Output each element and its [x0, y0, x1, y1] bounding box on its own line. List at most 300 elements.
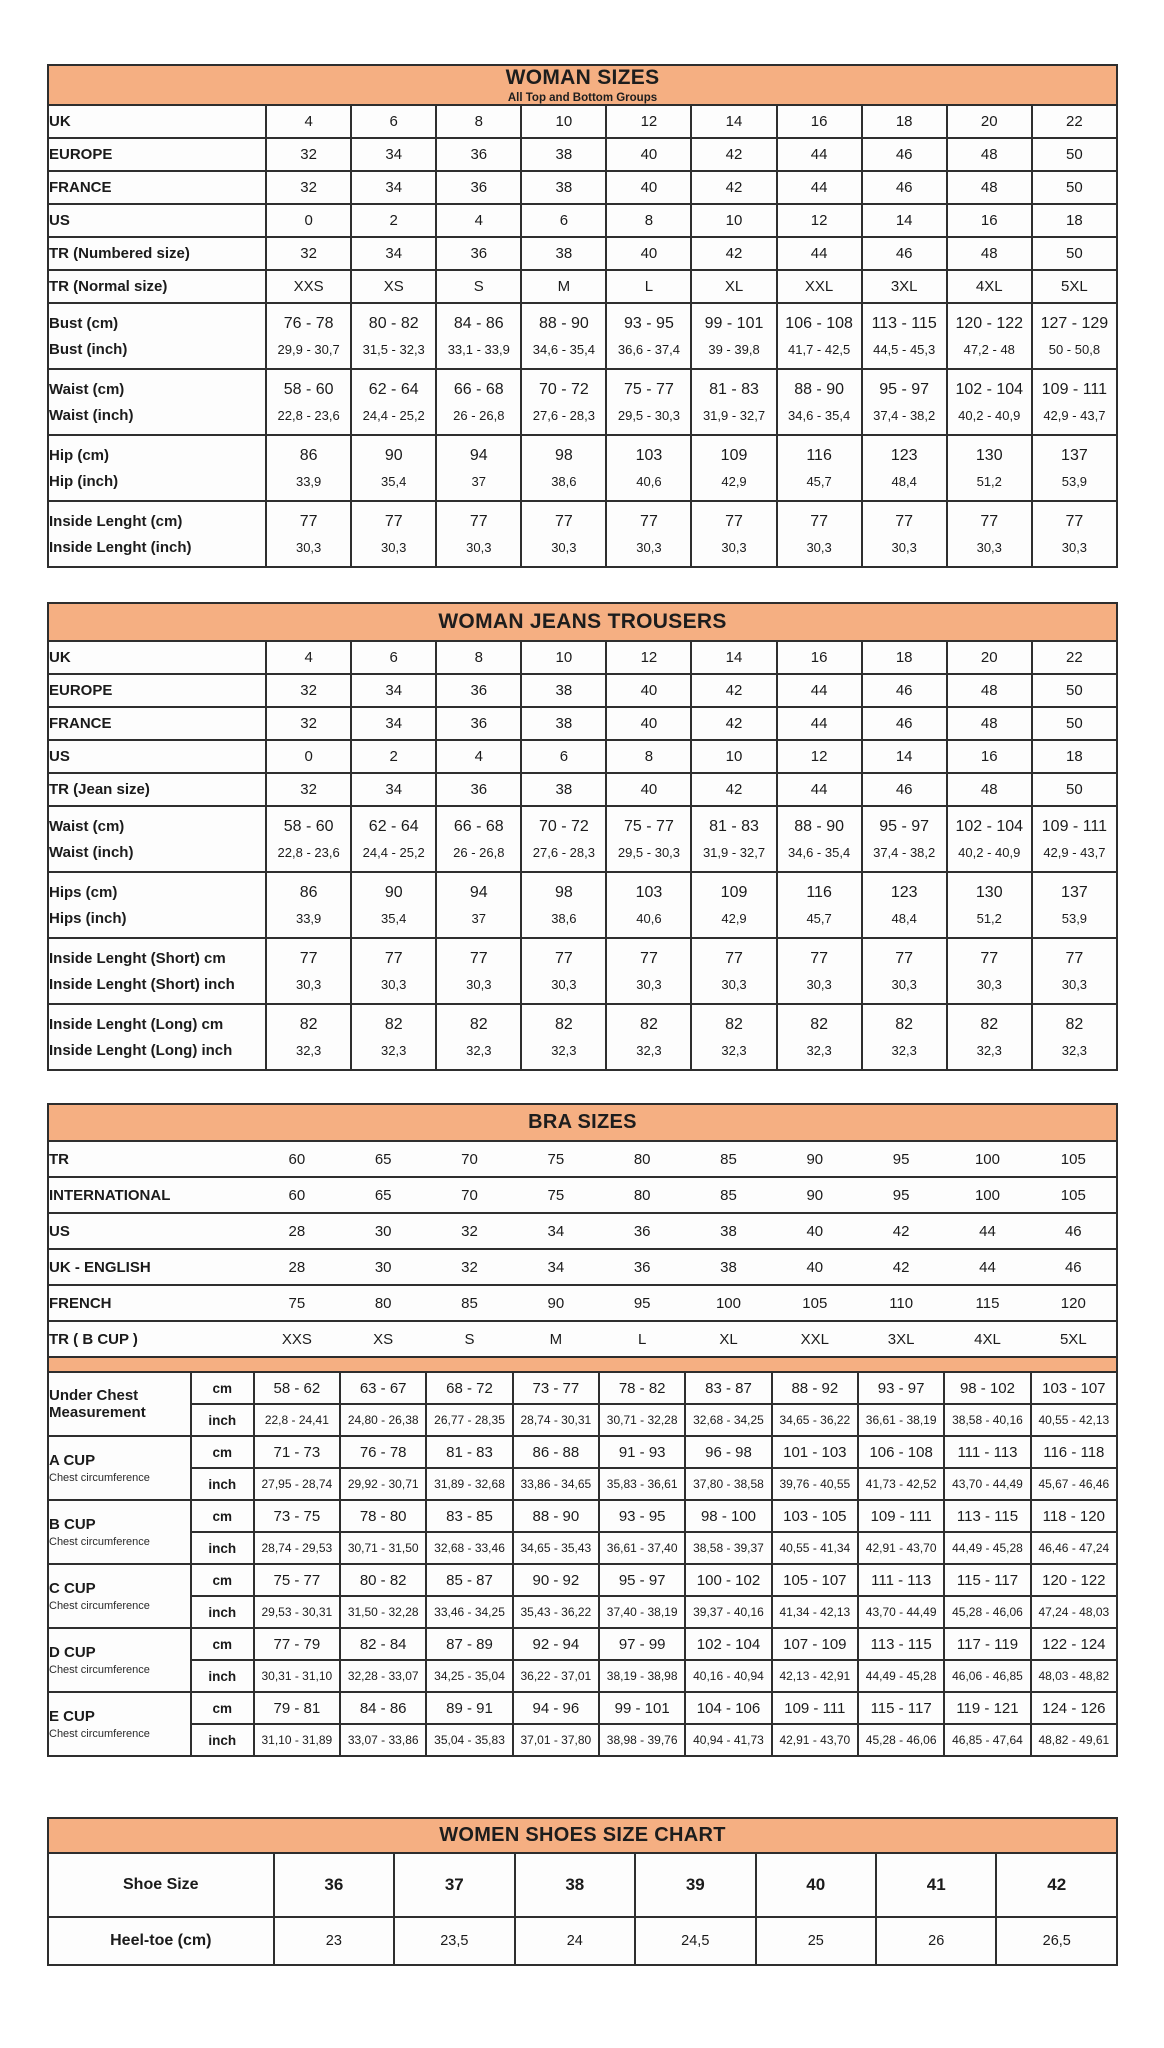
size-value: 28,74 - 29,53	[254, 1532, 340, 1564]
woman-sizes-header	[48, 65, 1117, 105]
value-inch: 51,2	[976, 474, 1002, 489]
size-value: XXS	[266, 270, 351, 303]
size-value: 93 - 97	[858, 1372, 944, 1404]
value-inch: 32,3	[976, 1043, 1002, 1058]
size-value: 111 - 113	[944, 1436, 1030, 1468]
value-inch: 40,6	[636, 474, 662, 489]
table-row	[48, 1213, 1117, 1249]
size-value	[777, 1004, 862, 1070]
value-cm: 70 - 72	[538, 381, 589, 398]
table-row	[48, 1853, 1117, 1917]
size-value: 100	[944, 1177, 1030, 1213]
size-value	[947, 501, 1032, 567]
value-inch: 27,6 - 28,3	[532, 408, 595, 423]
size-value: 40	[606, 707, 691, 740]
value-cm: 77	[299, 950, 318, 967]
size-value: 24,80 - 26,38	[340, 1404, 426, 1436]
size-value: 33,86 - 34,65	[513, 1468, 599, 1500]
size-value: 80	[599, 1141, 685, 1177]
size-value: 42	[691, 773, 776, 806]
cup-label: E CUP	[49, 1708, 95, 1726]
value-cm: 75 - 77	[624, 381, 674, 398]
size-value: XXL	[777, 270, 862, 303]
value-cm: 82	[725, 1016, 743, 1033]
size-value: 32,28 - 33,07	[340, 1660, 426, 1692]
value-inch: 32,3	[295, 1043, 322, 1058]
table-row	[48, 1285, 1117, 1321]
value-cm: 106 - 108	[785, 315, 853, 332]
size-value: 38,58 - 39,37	[685, 1532, 771, 1564]
value-cm: Hips (cm)	[49, 883, 118, 901]
value-cm: 77	[299, 513, 318, 530]
size-value: 90	[772, 1177, 858, 1213]
size-value: 95 - 97	[599, 1564, 685, 1596]
unit-label: inch	[191, 1532, 254, 1564]
value-cm: 116	[806, 447, 832, 464]
value-cm: 130	[975, 447, 1003, 464]
size-value: 10	[691, 740, 776, 773]
value-inch: 30,3	[381, 977, 407, 992]
size-value: 94 - 96	[513, 1692, 599, 1724]
value-inch: 30,3	[1061, 977, 1088, 992]
value-cm: 77	[980, 513, 999, 530]
value-cm: 82	[640, 1016, 658, 1033]
value-inch: 24,4 - 25,2	[362, 845, 425, 860]
size-value	[521, 872, 606, 938]
size-value: 50	[1032, 171, 1117, 204]
separator-band	[48, 1357, 1117, 1372]
size-value: 31,10 - 31,89	[254, 1724, 340, 1756]
size-value: 4XL	[944, 1321, 1030, 1357]
size-value: 44	[944, 1213, 1030, 1249]
value-cm: 95 - 97	[879, 818, 930, 835]
size-value: 65	[340, 1141, 426, 1177]
size-value: 44	[944, 1249, 1030, 1285]
unit-label: inch	[191, 1468, 254, 1500]
size-value	[691, 369, 776, 435]
size-value: S	[426, 1321, 512, 1357]
value-inch: 40,6	[636, 911, 662, 926]
value-inch: 30,3	[891, 977, 917, 992]
row-label	[48, 1692, 191, 1756]
size-value: 105	[1031, 1141, 1117, 1177]
size-value: 86 - 88	[513, 1436, 599, 1468]
size-value: 33,46 - 34,25	[426, 1596, 512, 1628]
size-value: 40	[756, 1853, 876, 1917]
size-value	[777, 872, 862, 938]
size-value: 109 - 111	[858, 1500, 944, 1532]
size-value: 8	[436, 105, 521, 138]
table-row	[48, 1628, 1117, 1660]
value-cm: 123	[890, 447, 918, 464]
table-row	[48, 707, 1117, 740]
size-value: 26	[876, 1917, 996, 1965]
size-value: 31,50 - 32,28	[340, 1596, 426, 1628]
size-value: 8	[436, 641, 521, 674]
size-value	[521, 806, 606, 872]
size-value: 42	[691, 674, 776, 707]
size-value	[436, 303, 521, 369]
size-value: 109 - 111	[772, 1692, 858, 1724]
row-label: FRANCE	[48, 171, 266, 204]
value-cm: 62 - 64	[368, 818, 419, 835]
value-cm: 77	[810, 950, 828, 967]
value-cm: 98	[554, 884, 573, 901]
size-value: 39,37 - 40,16	[685, 1596, 771, 1628]
size-value: 63 - 67	[340, 1372, 426, 1404]
size-value: 34	[513, 1213, 599, 1249]
row-label: UK - ENGLISH	[48, 1249, 254, 1285]
woman-jeans-title: WOMAN JEANS TROUSERS	[438, 610, 727, 633]
size-value: 115	[944, 1285, 1030, 1321]
size-value: 35,04 - 35,83	[426, 1724, 512, 1756]
size-value: 99 - 101	[599, 1692, 685, 1724]
value-inch: 37,4 - 38,2	[873, 408, 936, 423]
value-cm: 76 - 78	[283, 315, 334, 332]
size-value: 116 - 118	[1031, 1436, 1117, 1468]
size-value: 23	[274, 1917, 394, 1965]
value-cm: 77	[640, 950, 658, 967]
size-value: 32	[266, 237, 351, 270]
size-value: 34,65 - 36,22	[772, 1404, 858, 1436]
value-inch: 40,2 - 40,9	[958, 408, 1021, 423]
size-value: 105 - 107	[772, 1564, 858, 1596]
size-value: 31,89 - 32,68	[426, 1468, 512, 1500]
size-value	[947, 872, 1032, 938]
size-value	[436, 369, 521, 435]
size-value: 95	[599, 1285, 685, 1321]
size-value: 14	[862, 740, 947, 773]
spacer	[0, 1071, 1164, 1103]
size-value: 80 - 82	[340, 1564, 426, 1596]
unit-label: cm	[191, 1564, 254, 1596]
size-value	[606, 303, 691, 369]
row-label: UK	[48, 641, 266, 674]
size-value	[521, 303, 606, 369]
value-inch: 24,4 - 25,2	[362, 408, 425, 423]
size-value: 44	[777, 171, 862, 204]
table-row	[48, 872, 1117, 938]
size-value: 32	[266, 707, 351, 740]
value-cm: 77	[554, 513, 573, 530]
size-value: 27,95 - 28,74	[254, 1468, 340, 1500]
unit-label: cm	[191, 1372, 254, 1404]
size-value	[1032, 806, 1117, 872]
size-value: 32,68 - 33,46	[426, 1532, 512, 1564]
value-cm: 80 - 82	[368, 315, 419, 332]
size-value: 82 - 84	[340, 1628, 426, 1660]
cup-label: A CUP	[49, 1452, 96, 1470]
size-value: 34	[351, 171, 436, 204]
value-cm: 116	[806, 884, 832, 901]
size-value: 96 - 98	[685, 1436, 771, 1468]
size-value	[436, 938, 521, 1004]
size-value: L	[599, 1321, 685, 1357]
value-cm: 77	[725, 513, 743, 530]
value-cm: 123	[890, 884, 918, 901]
size-value: 40	[772, 1213, 858, 1249]
size-value	[436, 1004, 521, 1070]
size-value: 28	[254, 1249, 340, 1285]
row-label	[48, 1500, 191, 1564]
size-value: 38	[521, 171, 606, 204]
row-label	[48, 806, 266, 872]
size-value	[1032, 369, 1117, 435]
size-value: 30	[340, 1213, 426, 1249]
row-label: FRENCH	[48, 1285, 254, 1321]
size-value: 95	[858, 1177, 944, 1213]
size-value	[521, 938, 606, 1004]
size-value: 36	[599, 1249, 685, 1285]
size-value	[436, 435, 521, 501]
row-label: UK	[48, 105, 266, 138]
size-value	[862, 872, 947, 938]
size-value: 4	[436, 740, 521, 773]
size-value: 32	[266, 773, 351, 806]
size-value: 115 - 117	[944, 1564, 1030, 1596]
value-cm: 90	[384, 447, 403, 464]
size-value: 26,77 - 28,35	[426, 1404, 512, 1436]
size-value: 36	[436, 138, 521, 171]
size-value: 40,55 - 41,34	[772, 1532, 858, 1564]
value-inch: 31,5 - 32,3	[362, 342, 425, 357]
size-value: 46	[862, 171, 947, 204]
size-value: 42,91 - 43,70	[772, 1724, 858, 1756]
row-label	[48, 872, 266, 938]
value-inch: 30,3	[466, 977, 492, 992]
table-row	[48, 204, 1117, 237]
size-value: 34	[351, 138, 436, 171]
size-value: 32	[426, 1213, 512, 1249]
value-inch: Hip (inch)	[49, 472, 119, 490]
value-inch: 38,6	[551, 911, 577, 926]
value-cm: Waist (cm)	[49, 380, 125, 398]
value-inch: 30,3	[551, 977, 577, 992]
size-value: 30,71 - 31,50	[340, 1532, 426, 1564]
size-value: 14	[691, 105, 776, 138]
value-inch: 30,3	[295, 540, 322, 555]
size-value: 40	[606, 674, 691, 707]
value-cm: 130	[975, 884, 1003, 901]
row-label	[48, 303, 266, 369]
value-inch: 32,3	[551, 1043, 577, 1058]
unit-label: cm	[191, 1436, 254, 1468]
value-inch: 30,3	[721, 977, 747, 992]
value-cm: 58 - 60	[283, 818, 334, 835]
value-inch: 27,6 - 28,3	[532, 845, 595, 860]
size-value: 6	[521, 740, 606, 773]
size-value: 34	[351, 707, 436, 740]
size-value: 75	[513, 1177, 599, 1213]
size-value: 44,49 - 45,28	[944, 1532, 1030, 1564]
value-inch: 42,9 - 43,7	[1043, 408, 1106, 423]
size-value: 84 - 86	[340, 1692, 426, 1724]
table-row	[48, 1436, 1117, 1468]
value-cm: 77	[469, 513, 488, 530]
size-value: 29,53 - 30,31	[254, 1596, 340, 1628]
size-value: 32	[266, 138, 351, 171]
value-cm: Hip (cm)	[49, 446, 109, 464]
value-cm: 102 - 104	[955, 381, 1024, 398]
table-row	[48, 1468, 1117, 1500]
size-value: 44	[777, 674, 862, 707]
table-row	[48, 1249, 1117, 1285]
size-value: XXL	[772, 1321, 858, 1357]
size-value	[1032, 1004, 1117, 1070]
value-inch: 45,7	[806, 474, 832, 489]
value-cm: Bust (cm)	[49, 314, 119, 332]
table-row	[48, 1564, 1117, 1596]
value-cm: 82	[895, 1016, 914, 1033]
size-value: 4XL	[947, 270, 1032, 303]
size-value: 10	[691, 204, 776, 237]
value-inch: 47,2 - 48	[963, 342, 1015, 357]
table-row	[48, 1177, 1117, 1213]
size-value: 48	[947, 138, 1032, 171]
table-row	[48, 1004, 1117, 1070]
value-cm: 82	[299, 1016, 318, 1033]
size-value: 46	[862, 674, 947, 707]
size-value: 103 - 105	[772, 1500, 858, 1532]
table-row	[48, 1321, 1117, 1357]
size-value	[351, 938, 436, 1004]
size-value: 38	[685, 1213, 771, 1249]
size-value: 46	[862, 707, 947, 740]
value-cm: 88 - 90	[538, 315, 589, 332]
cup-label: B CUP	[49, 1516, 96, 1534]
value-inch: 53,9	[1061, 474, 1088, 489]
size-value	[947, 303, 1032, 369]
size-value: 18	[862, 641, 947, 674]
size-value: 113 - 115	[858, 1628, 944, 1660]
size-value	[266, 806, 351, 872]
value-inch: 33,9	[295, 474, 322, 489]
size-value: 36,61 - 37,40	[599, 1532, 685, 1564]
value-inch: 32,3	[806, 1043, 832, 1058]
value-inch: 30,3	[976, 540, 1002, 555]
value-inch: 33,9	[295, 911, 322, 926]
size-value: 4	[266, 641, 351, 674]
size-value: XS	[351, 270, 436, 303]
size-value: 30,71 - 32,28	[599, 1404, 685, 1436]
size-value: 58 - 62	[254, 1372, 340, 1404]
size-value: 36,61 - 38,19	[858, 1404, 944, 1436]
size-value	[266, 1004, 351, 1070]
size-value	[606, 872, 691, 938]
cup-sublabel: Chest circumference	[49, 1471, 150, 1484]
size-value: 80	[340, 1285, 426, 1321]
size-value: 90	[772, 1141, 858, 1177]
size-value: XL	[685, 1321, 771, 1357]
size-value: 0	[266, 740, 351, 773]
value-inch: 26 - 26,8	[453, 845, 505, 860]
size-value: 118 - 120	[1031, 1500, 1117, 1532]
size-value: 37	[394, 1853, 514, 1917]
size-value	[691, 435, 776, 501]
size-value: 98 - 100	[685, 1500, 771, 1532]
size-value	[266, 938, 351, 1004]
size-value: 80	[599, 1177, 685, 1213]
size-value: 113 - 115	[944, 1500, 1030, 1532]
value-cm: 103	[635, 884, 663, 901]
size-value: 77 - 79	[254, 1628, 340, 1660]
row-label	[48, 1372, 191, 1436]
size-value: 24,5	[635, 1917, 755, 1965]
value-cm: 88 - 90	[794, 381, 844, 398]
size-value: 25	[756, 1917, 876, 1965]
size-value: 12	[606, 641, 691, 674]
size-value	[1032, 303, 1117, 369]
size-value: 38	[521, 707, 606, 740]
size-value: 45,28 - 46,06	[944, 1596, 1030, 1628]
size-value: 44	[777, 237, 862, 270]
size-value: 85	[685, 1141, 771, 1177]
value-cm: Inside Lenght (Short) cm	[49, 949, 226, 967]
value-inch: 29,9 - 30,7	[277, 342, 340, 357]
value-cm: 77	[1065, 513, 1084, 530]
value-cm: 77	[895, 513, 914, 530]
size-value: 0	[266, 204, 351, 237]
row-label: TR (Jean size)	[48, 773, 266, 806]
size-value: 38,98 - 39,76	[599, 1724, 685, 1756]
value-inch: Inside Lenght (inch)	[49, 538, 192, 556]
row-label: US	[48, 1213, 254, 1249]
cup-sublabel: Chest circumference	[49, 1663, 150, 1676]
size-value: 29,92 - 30,71	[340, 1468, 426, 1500]
size-value: 38	[521, 138, 606, 171]
size-value	[436, 806, 521, 872]
size-value: 28,74 - 30,31	[513, 1404, 599, 1436]
size-value: 101 - 103	[772, 1436, 858, 1468]
size-value: 50	[1032, 674, 1117, 707]
size-value: 36	[599, 1213, 685, 1249]
value-inch: 40,2 - 40,9	[958, 845, 1021, 860]
unit-label: inch	[191, 1724, 254, 1756]
table-header-row	[48, 1104, 1117, 1141]
size-value: 50	[1032, 707, 1117, 740]
value-cm: 77	[810, 513, 828, 530]
value-cm: 82	[554, 1016, 573, 1033]
size-value: 2	[351, 740, 436, 773]
table-row	[48, 270, 1117, 303]
size-value: 50	[1032, 138, 1117, 171]
value-cm: 62 - 64	[368, 381, 419, 398]
size-value	[436, 501, 521, 567]
size-value: 42,91 - 43,70	[858, 1532, 944, 1564]
value-cm: 88 - 90	[794, 818, 844, 835]
value-cm: 75 - 77	[624, 818, 674, 835]
value-inch: 30,3	[976, 977, 1002, 992]
size-value: 16	[947, 204, 1032, 237]
value-inch: 41,7 - 42,5	[788, 342, 851, 357]
cup-label: Under Chest Measurement	[49, 1386, 146, 1421]
size-value: 38	[521, 773, 606, 806]
size-value: 70	[426, 1177, 512, 1213]
unit-label: inch	[191, 1404, 254, 1436]
size-value: 14	[862, 204, 947, 237]
size-value: 42	[691, 171, 776, 204]
value-inch: 29,5 - 30,3	[617, 845, 681, 860]
size-value	[691, 501, 776, 567]
size-value: 40,16 - 40,94	[685, 1660, 771, 1692]
value-inch: 39 - 39,8	[708, 342, 760, 357]
size-value	[862, 501, 947, 567]
size-value: 75 - 77	[254, 1564, 340, 1596]
size-value: 48	[947, 237, 1032, 270]
table-header-row	[48, 65, 1117, 105]
size-value	[947, 435, 1032, 501]
size-value: 12	[606, 105, 691, 138]
